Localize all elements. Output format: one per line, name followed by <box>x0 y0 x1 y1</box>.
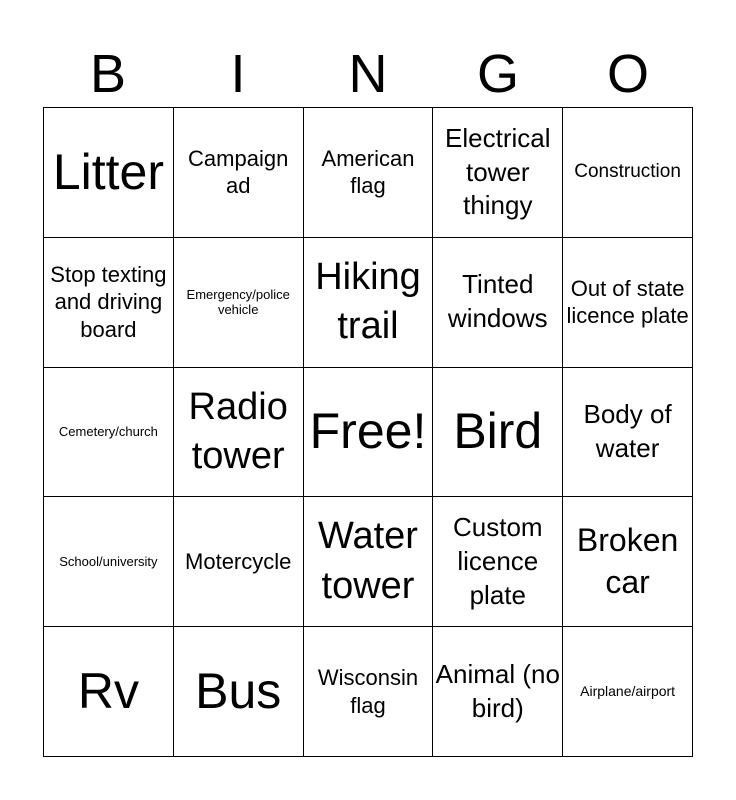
bingo-cell[interactable]: Body of water <box>563 368 693 498</box>
free-space-cell[interactable]: Free! <box>304 368 434 498</box>
bingo-cell[interactable]: Airplane/airport <box>563 627 693 757</box>
bingo-cell[interactable]: Stop texting and driving board <box>44 238 174 368</box>
bingo-cell[interactable]: Cemetery/church <box>44 368 174 498</box>
bingo-cell[interactable]: Motercycle <box>174 497 304 627</box>
bingo-cell[interactable]: Hiking trail <box>304 238 434 368</box>
bingo-cell[interactable]: Custom licence plate <box>433 497 563 627</box>
header-letter-g: G <box>476 44 519 104</box>
bingo-cell[interactable]: Water tower <box>304 497 434 627</box>
bingo-cell[interactable]: Broken car <box>563 497 693 627</box>
bingo-cell[interactable]: American flag <box>304 108 434 238</box>
bingo-cell[interactable]: Litter <box>44 108 174 238</box>
bingo-header <box>43 40 693 108</box>
bingo-cell[interactable]: Construction <box>563 108 693 238</box>
bingo-cell[interactable]: Tinted windows <box>433 238 563 368</box>
bingo-cell[interactable]: Bus <box>174 627 304 757</box>
bingo-cell[interactable]: Electrical tower thingy <box>433 108 563 238</box>
header-letter-b: B <box>89 44 127 104</box>
bingo-cell[interactable]: Campaign ad <box>174 108 304 238</box>
header-letter-o: O <box>606 44 649 104</box>
bingo-cell[interactable]: Wisconsin flag <box>304 627 434 757</box>
bingo-cell[interactable]: Radio tower <box>174 368 304 498</box>
header-letter-i: I <box>230 44 246 104</box>
header-letter-n: N <box>348 44 388 104</box>
bingo-cell[interactable]: Emergency/police vehicle <box>174 238 304 368</box>
bingo-cell[interactable]: Out of state licence plate <box>563 238 693 368</box>
bingo-cell[interactable]: Rv <box>44 627 174 757</box>
bingo-cell[interactable]: Bird <box>433 368 563 498</box>
bingo-cell[interactable]: Animal (no bird) <box>433 627 563 757</box>
bingo-cell[interactable]: School/university <box>44 497 174 627</box>
bingo-grid <box>43 107 693 757</box>
